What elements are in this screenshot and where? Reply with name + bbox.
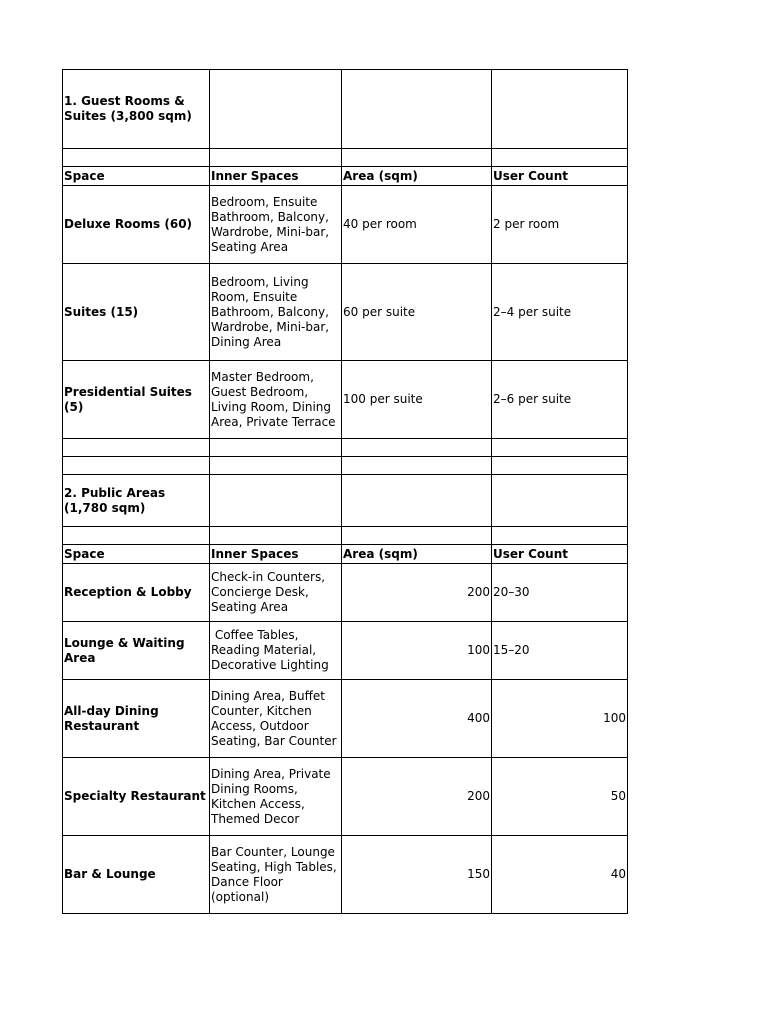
cell-area: 100: [342, 622, 492, 680]
cell-inner-spaces: Coffee Tables, Reading Material, Decorative Lighting: [210, 622, 342, 680]
table-row: [63, 758, 628, 836]
header-space: Space: [63, 167, 210, 186]
empty-cell: [492, 527, 628, 545]
empty-cell: [492, 475, 628, 527]
table-row: [63, 264, 628, 361]
cell-inner-spaces: Dining Area, Private Dining Rooms, Kitchen Access, Themed Decor: [210, 758, 342, 836]
empty-cell: [342, 70, 492, 149]
spreadsheet-table: [62, 69, 628, 914]
cell-space: Presidential Suites (5): [63, 361, 210, 439]
empty-cell: [210, 527, 342, 545]
cell-space: Suites (15): [63, 264, 210, 361]
empty-cell: [210, 439, 342, 457]
empty-cell: [342, 439, 492, 457]
cell-user-count: 2 per room: [492, 186, 628, 264]
empty-cell: [492, 439, 628, 457]
empty-cell: [492, 457, 628, 475]
cell-space: Specialty Restaurant: [63, 758, 210, 836]
table-row: [63, 622, 628, 680]
empty-cell: [63, 457, 210, 475]
cell-user-count: 20–30: [492, 564, 628, 622]
empty-cell: [63, 527, 210, 545]
cell-user-count: 50: [492, 758, 628, 836]
empty-cell: [342, 475, 492, 527]
header-inner-spaces: Inner Spaces: [210, 545, 342, 564]
cell-inner-spaces: Master Bedroom, Guest Bedroom, Living Room, Dining Area, Private Terrace: [210, 361, 342, 439]
cell-inner-spaces: Bar Counter, Lounge Seating, High Tables, Dance Floor (optional): [210, 836, 342, 914]
empty-cell: [210, 475, 342, 527]
cell-user-count: 40: [492, 836, 628, 914]
empty-cell: [342, 457, 492, 475]
header-area: Area (sqm): [342, 545, 492, 564]
cell-area: 100 per suite: [342, 361, 492, 439]
empty-cell: [210, 70, 342, 149]
cell-area: 150: [342, 836, 492, 914]
empty-cell: [63, 439, 210, 457]
cell-inner-spaces: Bedroom, Ensuite Bathroom, Balcony, Wardrobe, Mini-bar, Seating Area: [210, 186, 342, 264]
cell-space: Deluxe Rooms (60): [63, 186, 210, 264]
empty-cell: [63, 149, 210, 167]
cell-space: All-day Dining Restaurant: [63, 680, 210, 758]
header-user-count: User Count: [492, 167, 628, 186]
cell-area: 60 per suite: [342, 264, 492, 361]
cell-inner-spaces: Check-in Counters, Concierge Desk, Seating Area: [210, 564, 342, 622]
table-row: [63, 361, 628, 439]
empty-cell: [210, 149, 342, 167]
empty-cell: [492, 149, 628, 167]
cell-space: Reception & Lobby: [63, 564, 210, 622]
empty-cell: [210, 457, 342, 475]
empty-cell: [492, 70, 628, 149]
cell-area: 40 per room: [342, 186, 492, 264]
empty-cell: [342, 149, 492, 167]
table-row: [63, 564, 628, 622]
cell-user-count: 2–6 per suite: [492, 361, 628, 439]
cell-area: 200: [342, 758, 492, 836]
table-row: [63, 836, 628, 914]
header-user-count: User Count: [492, 545, 628, 564]
cell-space: Lounge & Waiting Area: [63, 622, 210, 680]
section-title: 2. Public Areas (1,780 sqm): [63, 475, 210, 527]
cell-inner-spaces: Bedroom, Living Room, Ensuite Bathroom, Balcony, Wardrobe, Mini-bar, Dining Area: [210, 264, 342, 361]
section-title: 1. Guest Rooms & Suites (3,800 sqm): [63, 70, 210, 149]
table-row: [63, 680, 628, 758]
empty-cell: [342, 527, 492, 545]
cell-inner-spaces: Dining Area, Buffet Counter, Kitchen Access, Outdoor Seating, Bar Counter: [210, 680, 342, 758]
cell-user-count: 2–4 per suite: [492, 264, 628, 361]
header-area: Area (sqm): [342, 167, 492, 186]
cell-user-count: 15–20: [492, 622, 628, 680]
header-space: Space: [63, 545, 210, 564]
cell-user-count: 100: [492, 680, 628, 758]
cell-area: 200: [342, 564, 492, 622]
cell-area: 400: [342, 680, 492, 758]
header-inner-spaces: Inner Spaces: [210, 167, 342, 186]
cell-space: Bar & Lounge: [63, 836, 210, 914]
table-row: [63, 186, 628, 264]
